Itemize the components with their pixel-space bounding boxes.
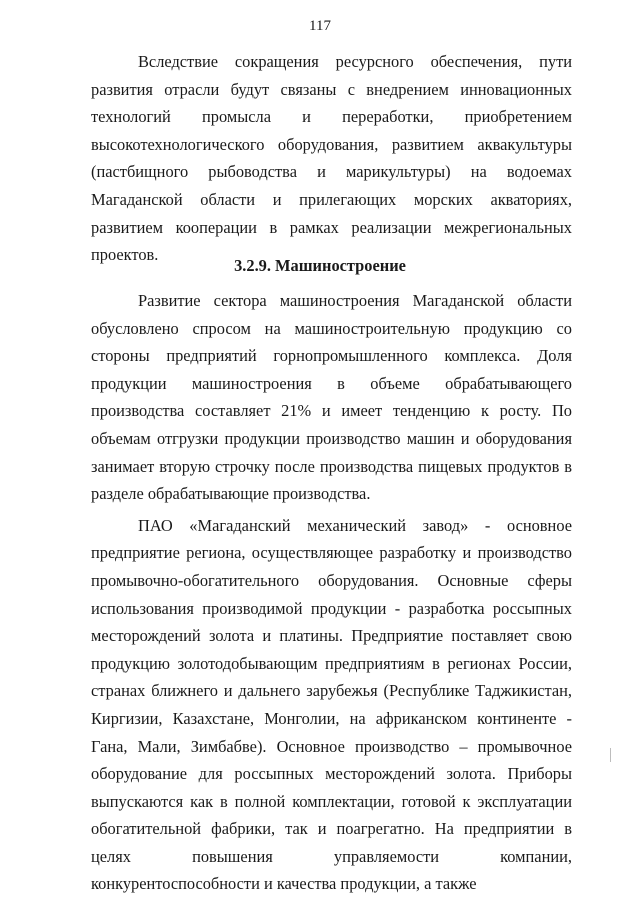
intro-paragraph: Вследствие сокращения ресурсного обеспечения, пути развития отрасли будут связаны с внедрением инновационных технологий промысла и переработки, приобретением высокотехнологического оборудования, развитием аквакультуры (пастбищного рыбоводства и марикультуры) на водоемах Магаданской области и прилегающих морских акваториях, развитием кооперации в рамках реализации межрегиональных проектов. (91, 52, 572, 265)
section-heading: 3.2.9. Машиностроение (234, 256, 406, 275)
scan-artifact (610, 748, 611, 762)
section-body (91, 287, 572, 898)
page-number: 117 (309, 18, 331, 34)
body-paragraph-2: ПАО «Магаданский механический завод» - основное предприятие региона, осуществляющее разработку и производство промывочно-обогатительного оборудования. Основные сферы использования производимой продукции - разработка россыпных месторождений золота и платины. Предприятие поставляет свою продукцию золотодобывающим предприятиям в регионах России, странах ближнего и дальнего зарубежья (Республике Таджикистан, Киргизии, Казахстане, Монголии, на африканском континенте - Гана, Мали, Зимбабве). Основное производство – промывочное оборудование для россыпных месторождений золота. Приборы выпускаются как в полной комплектации, готовой к эксплуатации обогатительной фабрики, так и поагрегатно. На предприятии в целях повышения управляемости компании, конкурентоспособности и качества продукции, а также (91, 515, 572, 894)
intro-section (91, 48, 572, 269)
body-paragraph-1: Развитие сектора машиностроения Магаданской области обусловлено спросом на машиностроительную продукцию со стороны предприятий горнопромышленного комплекса. Доля продукции машиностроения в объеме обрабатывающего производства составляет 21% и имеет тенденцию к росту. По объемам отгрузки продукции производство машин и оборудования занимает вторую строчку после производства пищевых продуктов в разделе обрабатывающие производства. (91, 291, 572, 504)
